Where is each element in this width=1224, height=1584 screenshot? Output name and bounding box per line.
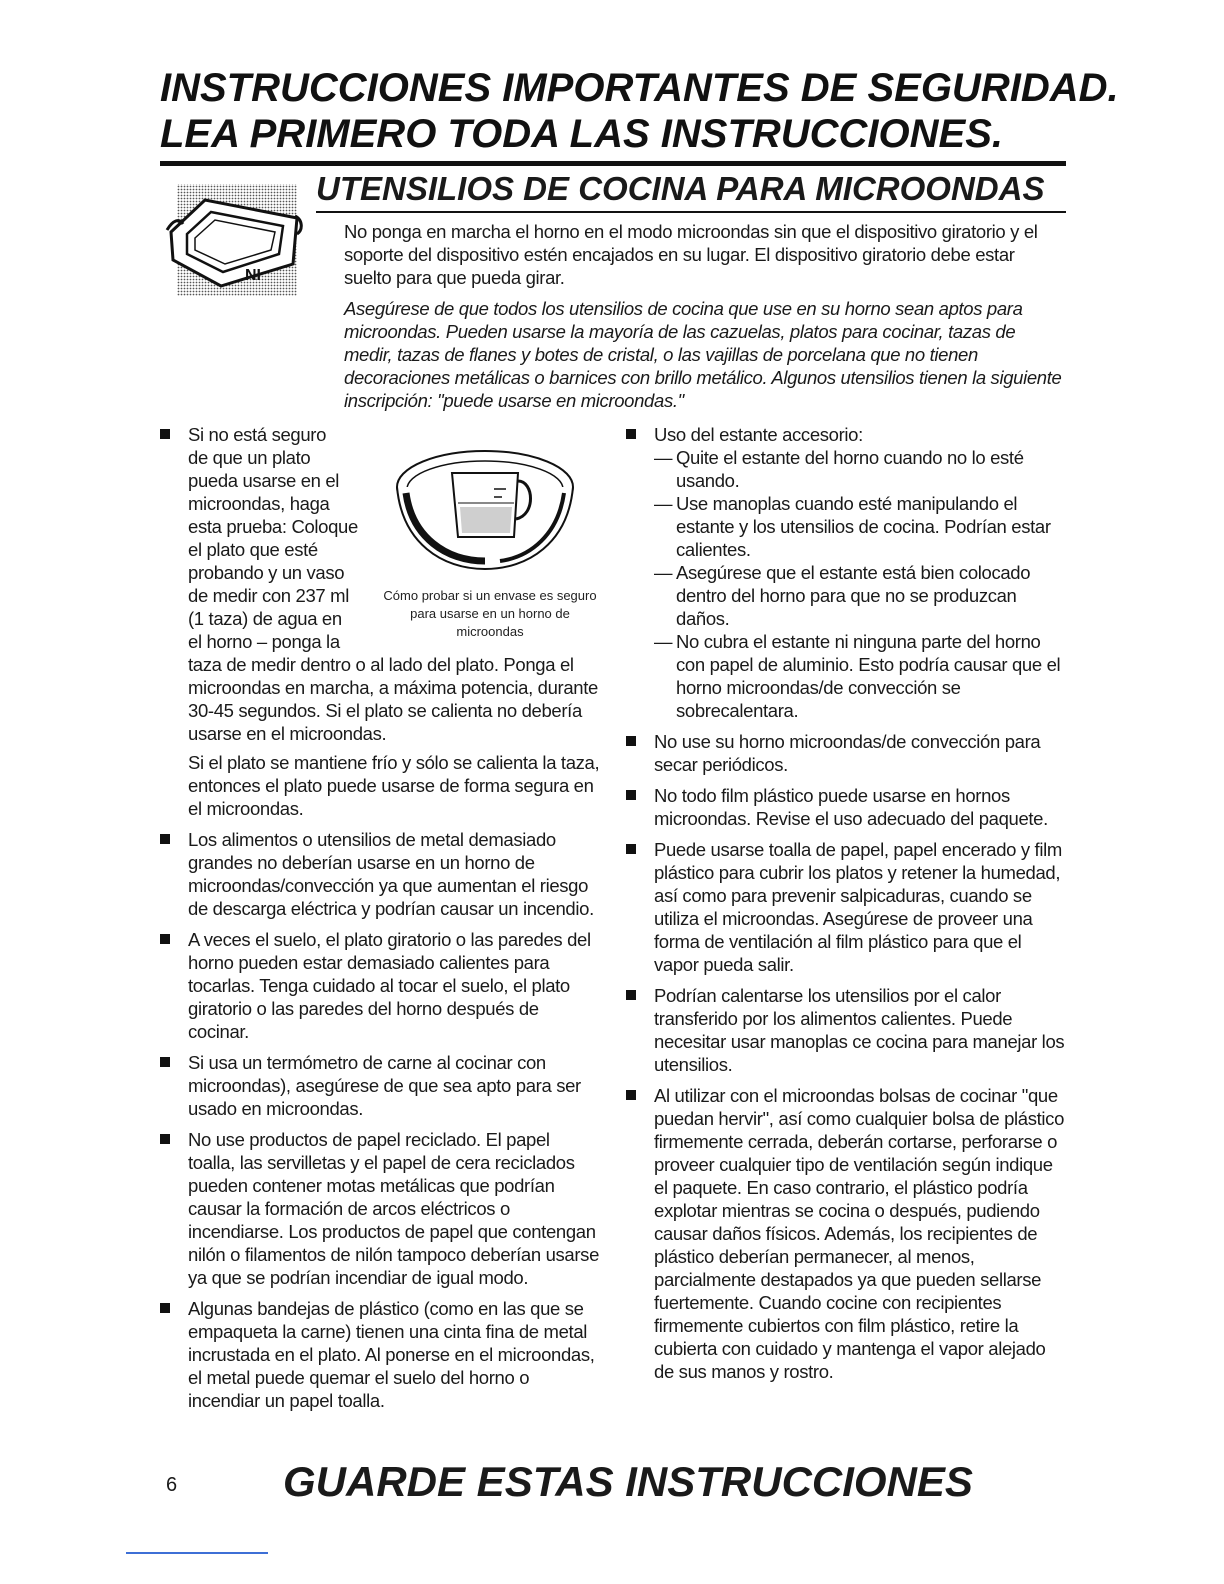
- header-divider: [160, 161, 1066, 166]
- list-item-thermometer: [160, 1051, 600, 1120]
- bullet-icon: [626, 790, 636, 800]
- list-item-text: No todo film plástico puede usarse en hornos microondas. Revise el uso adecuado del paquete.: [654, 785, 1048, 829]
- list-item-text: Algunas bandejas de plástico (como en las que se empaqueta la carne) tienen una cinta fina de metal incrustada en el plato. Al ponerse en el microondas, el metal puede quemar el suelo del horno o incendiar un papel toalla.: [188, 1298, 595, 1411]
- list-item-text: Podrían calentarse los utensilios por el calor transferido por los alimentos calientes. Puede necesitar usar manoplas ce cocina para manejar los utensilios.: [654, 985, 1065, 1075]
- footer-title: GUARDE ESTAS INSTRUCCIONES: [283, 1458, 973, 1505]
- dish-test-line: de que un plato: [188, 447, 311, 468]
- bullet-icon: [160, 1057, 170, 1067]
- dish-test-line: el plato que esté: [188, 539, 318, 560]
- list-item-plastic-trays: [160, 1297, 600, 1412]
- bullet-icon: [160, 1134, 170, 1144]
- bullet-icon: [160, 1303, 170, 1313]
- list-item-hot-surfaces: [160, 928, 600, 1043]
- bullet-icon: [626, 844, 636, 854]
- left-column: [160, 423, 600, 1420]
- list-item-text: Si usa un termómetro de carne al cocinar con microondas), asegúrese de que sea apto para ser usado en microondas.: [188, 1052, 581, 1119]
- svg-text:NI: NI: [245, 267, 261, 284]
- list-item-dish-test: [160, 423, 600, 820]
- bullet-icon: [626, 429, 636, 439]
- microwave-pan-icon: [165, 182, 305, 300]
- page-title-line-1: INSTRUCCIONES IMPORTANTES DE SEGURIDAD.: [160, 66, 1119, 110]
- list-item-cooking-bags: [626, 1084, 1068, 1383]
- dish-test-line: el horno – ponga la: [188, 631, 340, 652]
- bullet-icon: [626, 1090, 636, 1100]
- page-title-line-2: LEA PRIMERO TODA LAS INSTRUCCIONES.: [160, 112, 1004, 156]
- right-column: [626, 423, 1068, 1391]
- bullet-icon: [160, 834, 170, 844]
- list-item-text: Los alimentos o utensilios de metal demasiado grandes no deberían usarse en un horno de microondas/convección ya que aumentan el riesgo de descarga eléctrica y podrían causar un incendio.: [188, 829, 594, 919]
- bullet-icon: [160, 429, 170, 439]
- list-item-text: No use productos de papel reciclado. El papel toalla, las servilletas y el papel de cera reciclados pueden contener motas metálicas que podrían causar la formación de arcos eléctricos o incendiarse. Los productos de papel que contengan nilón o filamentos de nilón tampoco deberían usarse ya que se podrían incendiar de igual modo.: [188, 1129, 600, 1288]
- list-item-text: No use su horno microondas/de convección para secar periódicos.: [654, 731, 1041, 775]
- rack-title: Uso del estante accesorio:: [654, 424, 863, 445]
- list-item-text: A veces el suelo, el plato giratorio o las paredes del horno pueden estar demasiado calientes para tocarlas. Tenga cuidado al tocar el suelo, el plato giratorio o las paredes del horno después de cocinar.: [188, 929, 591, 1042]
- dish-test-line: probando y un vaso: [188, 562, 345, 583]
- list-item-text: Al utilizar con el microondas bolsas de cocinar "que puedan hervir", así como cualquier bolsa de plástico firmemente cerrada, deberán cortarse, perforarse o proveer cualquier tipo de ventilación según indique el paquete. En caso contrario, el plástico podría explotar mientras se cocina o después, pudiendo causar daños físicos. Además, los recipientes de plástico deberían permanecer, al menos, parcialmente destapados ya que pueden sellarse fuertemente. Cuando cocine con recipientes firmemente cubiertos con film plástico, retire la cubierta con cuidado y mantenga el vapor alejado de sus manos y rostro.: [654, 1085, 1065, 1382]
- list-item-rack: [626, 423, 1068, 722]
- rack-subitem: — Use manoplas cuando esté manipulando el estante y los utensilios de cocina. Podrían estar calientes.: [654, 492, 1068, 561]
- bullet-icon: [626, 736, 636, 746]
- scan-artifact-line: [126, 1552, 268, 1554]
- list-item-recycled-paper: [160, 1128, 600, 1289]
- rack-subitem: — Asegúrese que el estante está bien colocado dentro del horno para que no se produzcan daños.: [654, 561, 1068, 630]
- dish-test-line: pueda usarse en el: [188, 470, 340, 491]
- dish-test-line: de medir con 237 ml: [188, 585, 349, 606]
- list-item-hot-utensils: [626, 984, 1068, 1076]
- dish-test-line: Si no está seguro: [188, 424, 327, 445]
- rack-subitem: — Quite el estante del horno cuando no lo esté usando.: [654, 446, 1068, 492]
- list-item-text: Puede usarse toalla de papel, papel encerado y film plástico para cubrir los platos y retener la humedad, así como para prevenir salpicaduras, cuando se utiliza el microondas. Asegúrese de proveer una forma de ventilación al film plástico para que el vapor pueda salir.: [654, 839, 1062, 975]
- section-heading: UTENSILIOS DE COCINA PARA MICROONDAS: [316, 170, 1045, 207]
- figure-caption: Cómo probar si un envase es seguro para usarse en un horno de microondas: [383, 588, 597, 639]
- rack-subitem: — No cubra el estante ni ninguna parte del horno con papel de aluminio. Esto podría causar que el horno microondas/de convección se sobrecalentara.: [654, 630, 1068, 722]
- page-number: 6: [166, 1474, 178, 1496]
- list-item-metal: [160, 828, 600, 920]
- section-divider: [316, 211, 1066, 213]
- intro-italic-paragraph: Asegúrese de que todos los utensilios de cocina que use en su horno sean aptos para microondas. Pueden usarse la mayoría de las cazuelas, platos para cocinar, tazas de medir, tazas de flanes y botes de cristal, o las vajillas de porcelana que no tienen decoraciones metálicas o barnices con brillo metálico. Algunos utensilios tienen la siguiente inscripción: "puede usarse en microondas.": [344, 298, 1062, 411]
- bullet-icon: [160, 934, 170, 944]
- dish-test-continuation: taza de medir dentro o al lado del plato. Ponga el microondas en marcha, a máxima potencia, durante 30-45 segundos. Si el plato se calienta no debería usarse en el microondas.: [188, 654, 598, 744]
- bowl-figure: [380, 445, 597, 639]
- bowl-measuring-cup-icon: [390, 445, 580, 573]
- list-item-plastic-film: [626, 784, 1068, 830]
- list-item-newspapers: [626, 730, 1068, 776]
- dish-test-line: esta prueba: Coloque: [188, 516, 358, 537]
- intro-paragraph: No ponga en marcha el horno en el modo microondas sin que el dispositivo giratorio y el soporte del dispositivo estén encajados en su lugar. El dispositivo giratorio debe estar suelto para que pueda girar.: [344, 221, 1038, 288]
- dish-test-line: microondas, haga: [188, 493, 330, 514]
- bullet-icon: [626, 990, 636, 1000]
- dish-test-line: (1 taza) de agua en: [188, 608, 342, 629]
- dish-test-result: Si el plato se mantiene frío y sólo se calienta la taza, entonces el plato puede usarse de forma segura en el microondas.: [188, 752, 600, 819]
- list-item-paper-towel: [626, 838, 1068, 976]
